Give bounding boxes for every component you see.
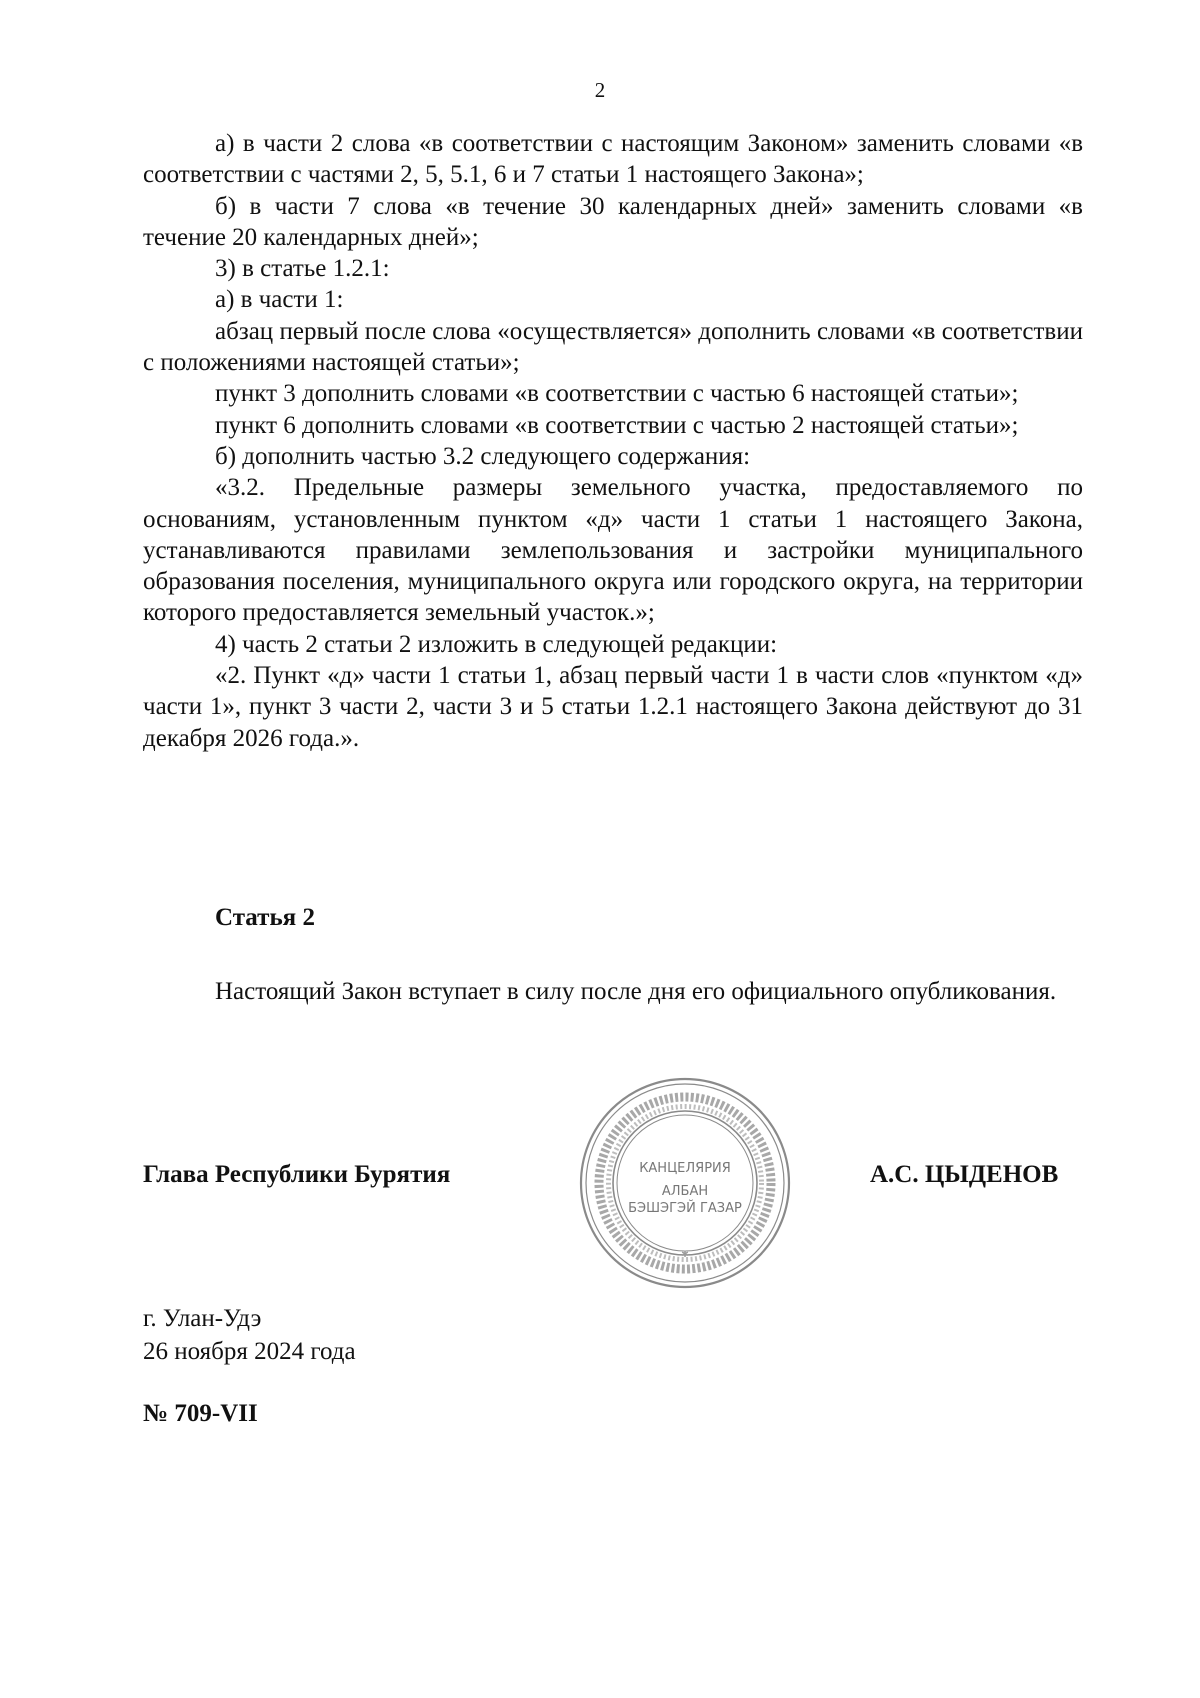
- paragraph: пункт 3 дополнить словами «в соответствии с частью 6 настоящей статьи»;: [215, 380, 1019, 408]
- official-seal: [577, 1075, 793, 1291]
- paragraph: пункт 6 дополнить словами «в соответствии с частью 2 настоящей статьи»;: [215, 411, 1019, 439]
- signatory-title: Глава Республики Бурятия: [143, 1161, 451, 1188]
- paragraph: б) в части 7 слова «в течение 30 календарных дней» заменить словами «в течение 20 календарных дней»;: [143, 192, 1083, 251]
- paragraph: 3) в статье 1.2.1:: [215, 255, 390, 283]
- paragraph: 4) часть 2 статьи 2 изложить в следующей редакции:: [215, 630, 778, 658]
- signing-date: 26 ноября 2024 года: [143, 1338, 356, 1365]
- amendments-text: [143, 128, 1083, 754]
- law-number: № 709-VII: [143, 1400, 258, 1427]
- seal-line-3: БЭШЭГЭЙ ГАЗАР: [628, 1201, 742, 1216]
- paragraph: а) в части 2 слова «в соответствии с настоящим Законом» заменить словами «в соответствии с частями 2, 5, 5.1, 6 и 7 статьи 1 настоящего Закона»;: [143, 130, 1083, 189]
- seal-line-1: КАНЦЕЛЯРИЯ: [639, 1161, 731, 1176]
- paragraph: «3.2. Предельные размеры земельного участка, предоставляемого по основаниям, установленным пунктом «д» части 1 статьи 1 настоящего Закона, устанавливаются правилами землепользования и застройки муниципального образования поселения, муниципального округа или городского округа, на территории которого предоставляется земельный участок.»;: [143, 474, 1083, 627]
- paragraph: абзац первый после слова «осуществляется» дополнить словами «в соответствии с положениями настоящей статьи»;: [143, 317, 1083, 377]
- article-heading: Статья 2: [215, 904, 315, 931]
- paragraph: «2. Пункт «д» части 1 статьи 1, абзац первый части 1 в части слов «пунктом «д» части 1», пункт 3 части 2, части 3 и 5 статьи 1.2.1 настоящего Закона действуют до 31 декабря 2026 года.».: [143, 662, 1083, 752]
- seal-line-2: АЛБАН: [661, 1184, 709, 1199]
- final-clause-text: Настоящий Закон вступает в силу после дня его официального опубликования.: [215, 978, 1057, 1005]
- seal-star-icon: ✱: [681, 1250, 689, 1260]
- page-number: 2: [594, 78, 606, 102]
- paragraph: б) дополнить частью 3.2 следующего содержания:: [215, 442, 751, 470]
- paragraph: а) в части 1:: [215, 286, 344, 314]
- place: г. Улан-Удэ: [143, 1305, 262, 1332]
- signatory-name: А.С. ЦЫДЕНОВ: [870, 1161, 1059, 1188]
- final-clause: [143, 976, 1083, 1007]
